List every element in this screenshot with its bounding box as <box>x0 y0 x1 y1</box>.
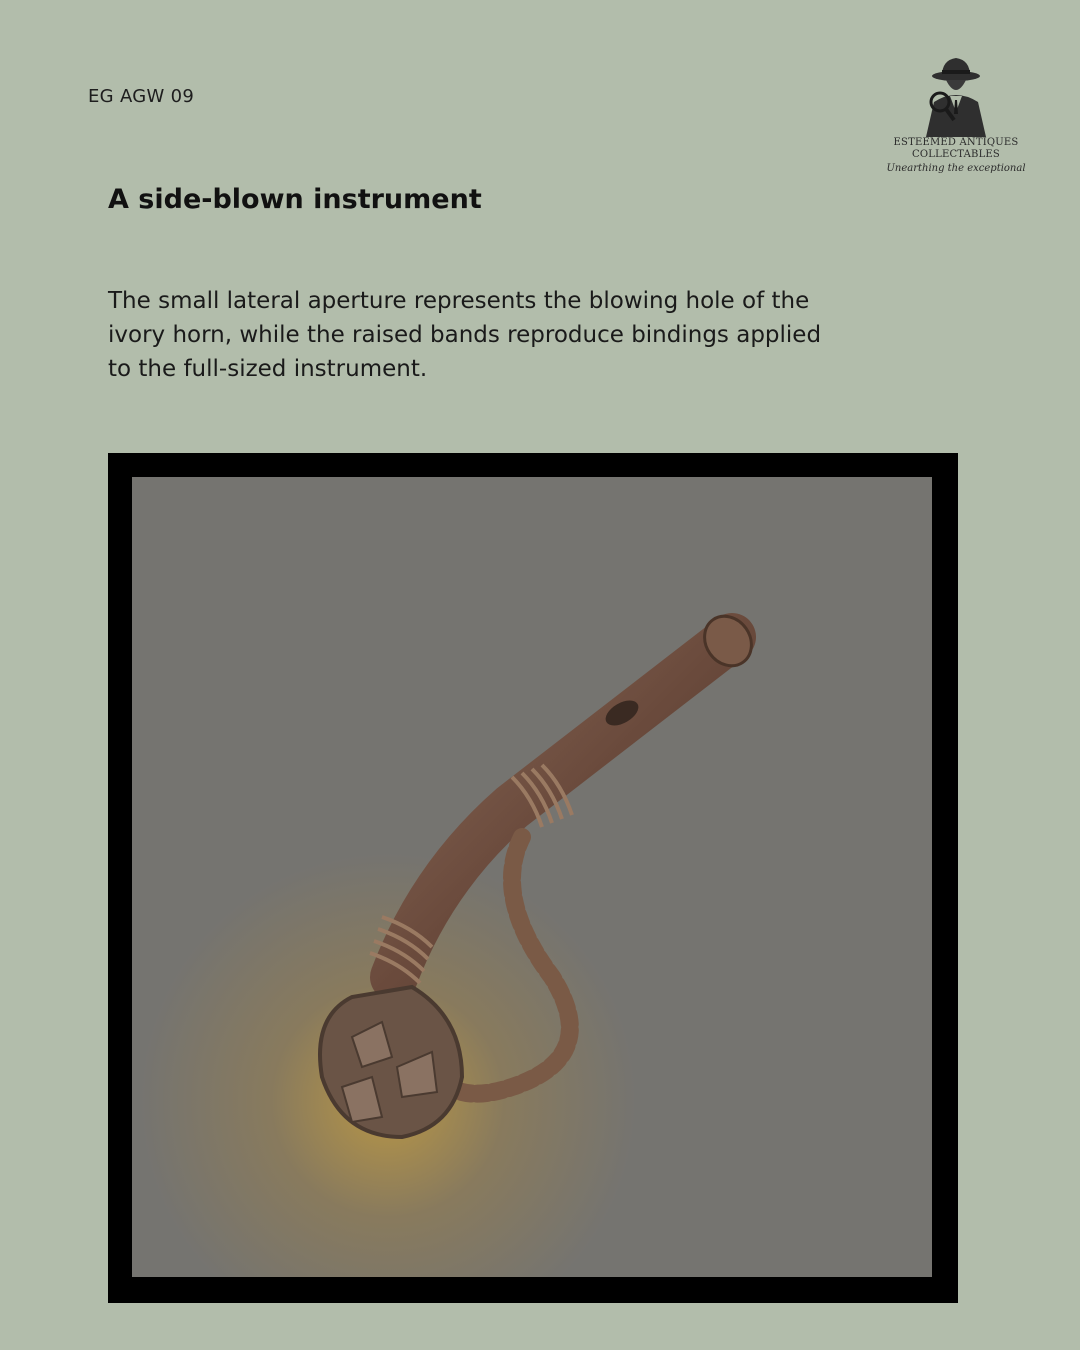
horn-figure <box>132 477 932 1277</box>
brand-name-line2: COLLECTABLES <box>912 149 1000 160</box>
detective-icon <box>906 52 1006 137</box>
description-text: The small lateral aperture represents the blowing hole of the ivory horn, while the raised bands reproduce bindings applied to the full-sized instrument. <box>108 288 822 382</box>
brand-logo <box>886 52 1026 182</box>
product-photo <box>132 477 932 1277</box>
brand-name <box>886 137 1026 161</box>
page-heading: A side-blown instrument <box>108 184 482 215</box>
photo-frame <box>108 453 958 1303</box>
brand-name-line1: ESTEEMED ANTIQUES <box>893 137 1019 148</box>
brand-tagline: Unearthing the exceptional <box>886 163 1026 174</box>
reference-code: EG AGW 09 <box>88 86 195 107</box>
